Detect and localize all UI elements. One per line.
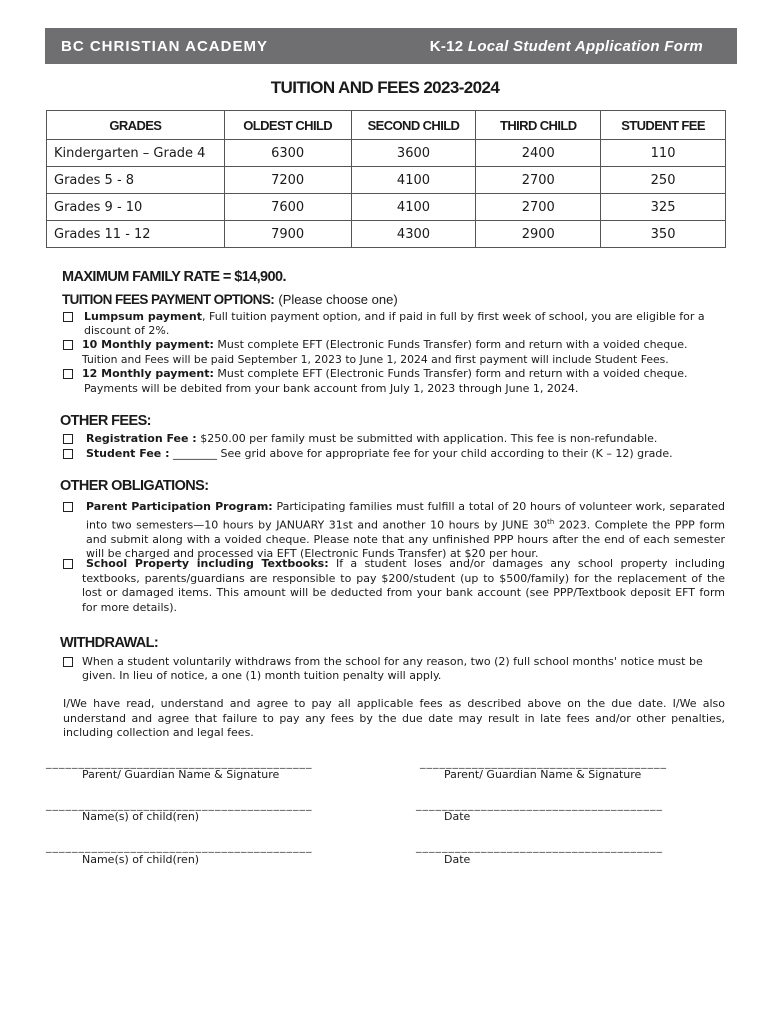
child-name-line-2[interactable]: _________________________________________ <box>46 840 313 853</box>
column-header: STUDENT FEE <box>601 111 726 140</box>
ten-monthly-option <box>82 338 688 353</box>
table-cell: 7900 <box>224 221 351 248</box>
date-line-2[interactable]: ______________________________________ <box>416 840 663 853</box>
page-title: TUITION AND FEES 2023-2024 <box>270 78 500 97</box>
parent-signature-label-2: Parent/ Guardian Name & Signature <box>444 768 642 781</box>
form-title <box>430 38 703 55</box>
lumpsum-label: Lumpsum payment <box>84 310 202 323</box>
table-cell: 4300 <box>351 221 476 248</box>
fees-table <box>46 110 726 248</box>
table-cell: 2400 <box>476 140 601 167</box>
agreement-statement: I/We have read, understand and agree to pay all applicable fees as described above on the due date. I/We also understand and agree that failure to pay any fees by the due date may result in late fees and/or other penalties, including collection and legal fees. <box>63 697 725 739</box>
other-fees-heading: OTHER FEES: <box>60 413 151 429</box>
column-header: SECOND CHILD <box>351 111 476 140</box>
table-cell: 3600 <box>351 140 476 167</box>
twelve-monthly-label: 12 Monthly payment: <box>82 367 214 380</box>
student-fee-item <box>86 447 673 462</box>
school-name: BC CHRISTIAN ACADEMY <box>61 37 268 55</box>
registration-fee-checkbox[interactable] <box>63 434 73 444</box>
ppp-text-b: 2023. Complete the PPP form and submit along with a voided cheque. Please note that any unfinished PPP hours after the end of each semester will be charged and processed via EFT (Electronic Funds Transfer) at $20 per hour. <box>86 518 725 561</box>
ten-monthly-label: 10 Monthly payment: <box>82 338 214 351</box>
school-property-text: If a student loses and/or damages any school property including textbooks, parents/guardians are responsible to pay $200/student (up to $500/family) for the replacement of the lost or damaged items. This amount will be deducted from your bank account (see PPP/Textbook deposit EFT form for more details). <box>82 557 725 614</box>
table-cell: Grades 9 - 10 <box>47 194 225 221</box>
form-title-text: Local Student Application Form <box>467 37 703 55</box>
ppp-item <box>86 500 725 562</box>
table-row <box>47 194 726 221</box>
table-cell: Kindergarten – Grade 4 <box>47 140 225 167</box>
student-fee-text: ________ See grid above for appropriate fee for your child according to their (K – 12) grade. <box>169 447 673 460</box>
registration-fee-text: $250.00 per family must be submitted with application. This fee is non-refundable. <box>196 432 658 445</box>
form-prefix: K-12 <box>429 37 464 55</box>
parent-signature-line-2[interactable]: ______________________________________ <box>420 756 667 769</box>
parent-signature-line[interactable]: _________________________________________ <box>46 756 313 769</box>
column-header: GRADES <box>47 111 225 140</box>
table-cell: 325 <box>601 194 726 221</box>
column-header: OLDEST CHILD <box>224 111 351 140</box>
payment-options-title: TUITION FEES PAYMENT OPTIONS: <box>62 292 275 307</box>
withdrawal-checkbox[interactable] <box>63 657 73 667</box>
school-property-label: School Property including Textbooks: <box>86 557 329 570</box>
lumpsum-checkbox[interactable] <box>63 312 73 322</box>
twelve-monthly-text: Must complete EFT (Electronic Funds Transfer) form and return with a voided cheque. <box>213 367 688 380</box>
table-row <box>47 221 726 248</box>
table-cell: 250 <box>601 167 726 194</box>
table-cell: 7200 <box>224 167 351 194</box>
lumpsum-text: , Full tuition payment option, and if paid in full by first week of school, you are eligible for a <box>202 310 705 323</box>
registration-fee-item <box>86 432 657 447</box>
ten-monthly-text-cont: Tuition and Fees will be paid September 1, 2023 to June 1, 2024 and first payment will include Student Fees. <box>82 353 669 366</box>
student-fee-label: Student Fee : <box>86 447 170 460</box>
table-cell: Grades 5 - 8 <box>47 167 225 194</box>
table-cell: 350 <box>601 221 726 248</box>
registration-fee-label: Registration Fee : <box>86 432 197 445</box>
parent-signature-label: Parent/ Guardian Name & Signature <box>82 768 280 781</box>
child-name-label: Name(s) of child(ren) <box>82 810 200 823</box>
date-line[interactable]: ______________________________________ <box>416 798 663 811</box>
withdrawal-text-cont: given. In lieu of notice, a one (1) month tuition penalty will apply. <box>82 669 442 682</box>
child-name-line[interactable]: _________________________________________ <box>46 798 313 811</box>
ppp-sup: th <box>547 517 555 526</box>
table-cell: Grades 11 - 12 <box>47 221 225 248</box>
table-cell: 4100 <box>351 194 476 221</box>
ten-monthly-text: Must complete EFT (Electronic Funds Transfer) form and return with a voided cheque. <box>213 338 688 351</box>
school-property-checkbox[interactable] <box>63 559 73 569</box>
ppp-text-a: Participating families must fulfill a total of 20 hours of volunteer work, separated into two semesters—10 hours by JANUARY 31st and another 10 hours by JUNE 30 <box>86 500 726 532</box>
table-row <box>47 167 726 194</box>
payment-options-note: (Please choose one) <box>278 292 398 307</box>
ppp-label: Parent Participation Program: <box>86 500 273 513</box>
date-label-2: Date <box>444 853 471 866</box>
column-header: THIRD CHILD <box>476 111 601 140</box>
table-cell: 4100 <box>351 167 476 194</box>
other-obligations-heading: OTHER OBLIGATIONS: <box>60 478 209 494</box>
withdrawal-text: When a student voluntarily withdraws from the school for any reason, two (2) full school months' notice must be <box>82 655 703 668</box>
withdrawal-heading: WITHDRAWAL: <box>60 635 159 651</box>
lumpsum-option <box>84 310 705 325</box>
table-cell: 6300 <box>224 140 351 167</box>
table-cell: 2700 <box>476 194 601 221</box>
table-cell: 2900 <box>476 221 601 248</box>
max-family-rate: MAXIMUM FAMILY RATE = $14,900. <box>62 269 286 285</box>
date-label: Date <box>444 810 471 823</box>
table-header-row <box>47 111 726 140</box>
table-cell: 110 <box>601 140 726 167</box>
school-property-item <box>82 557 725 615</box>
student-fee-checkbox[interactable] <box>63 449 73 459</box>
header-bar <box>45 28 737 64</box>
twelve-monthly-text-cont: Payments will be debited from your bank account from July 1, 2023 through June 1, 2024. <box>84 382 579 395</box>
child-name-label-2: Name(s) of child(ren) <box>82 853 200 866</box>
lumpsum-text-cont: discount of 2%. <box>84 324 170 337</box>
payment-options-heading <box>62 292 398 308</box>
ten-monthly-checkbox[interactable] <box>63 340 73 350</box>
twelve-monthly-checkbox[interactable] <box>63 369 73 379</box>
table-cell: 2700 <box>476 167 601 194</box>
ppp-checkbox[interactable] <box>63 502 73 512</box>
table-cell: 7600 <box>224 194 351 221</box>
table-row <box>47 140 726 167</box>
twelve-monthly-option <box>82 367 688 382</box>
